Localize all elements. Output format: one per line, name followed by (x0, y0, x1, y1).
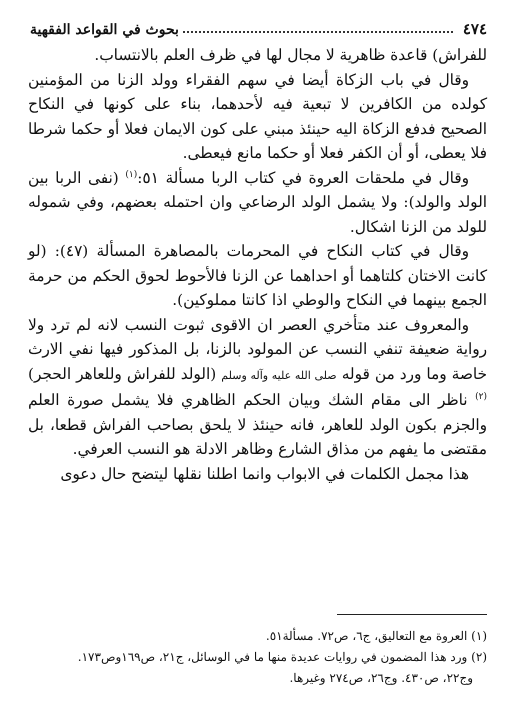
footnote: (١) العروة مع التعاليق، ج٦، ص٧٢. مسألة٥١. (265, 629, 487, 643)
hadith-quote: (الولد للفراش وللعاهر الحجر) (28, 364, 217, 383)
paragraph-text: وقال في ملحقات العروة في كتاب الربا مسألة ٥١: (137, 168, 469, 187)
running-title: بحوث في القواعد الفقهية (30, 22, 179, 38)
header-leader-dots (183, 30, 453, 33)
honorific-glyph: صلى الله عليه وآله وسلم (221, 368, 337, 382)
page-number: ٤٧٤ (462, 20, 487, 38)
paragraph: هذا مجمل الكلمات في الابواب وانما اطلنا نقلها ليتضح حال دعوى (60, 464, 469, 483)
paragraph: وقال في كتاب النكاح في المحرمات بالمصاهرة المسألة (٤٧): (لو كانت الاختان كلتاهما أو احداهما عن الزنا فالأحوط لحوق الحكم من حرمة الجمع بينهما في النكاح والوطي اذا كانتا مملوكين). (28, 242, 487, 309)
paragraph: وقال في باب الزكاة أيضا في سهم الفقراء وولد الزنا من المؤمنين كولده من الكافرين لا تبعية فيه لأحدهما، بناء على كونها في النكاح الصحيح فدفع الزكاة اليه حينئذ مبني على كون الايمان فعلا أو حكما شرطا فلا يعطى، أو أن الكفر فعلا أو حكما مانع فيعطى. (28, 70, 487, 162)
paragraph-text: (نفى الربا بين الولد والولد): ولا يشمل الولد الرضاعي وان احتمله بعضهم، وفي شموله للولد من الزنا اشكال. (28, 168, 487, 236)
paragraph-text: والمعروف عند متأخري العصر ان الاقوى ثبوت النسب لانه لم ترد ولا رواية ضعيفة تنفي النسب عن المولود بالزنا، بل المذكور فيها نفي الارث خاصة وما ورد من قوله (28, 315, 487, 383)
main-text (28, 43, 487, 486)
paragraph: للفراش) قاعدة ظاهرية لا مجال لها في ظرف العلم بالانتساب. (94, 46, 487, 64)
footnote-ref: (٢) (475, 391, 487, 402)
footnote-continuation: وج٢٢، ص٤٣٠. وج٢٦، ص٢٧٤ وغيرها. (289, 671, 473, 685)
footnote-ref: (١) (125, 169, 138, 180)
footnotes (28, 626, 487, 689)
footnote-divider (337, 614, 487, 615)
footnote: (٢) ورد هذا المضمون في روايات عديدة منها ما في الوسائل، ج٢١، ص١٦٩وص١٧٣. (77, 650, 487, 664)
page-header (30, 14, 487, 38)
paragraph (28, 313, 487, 462)
paragraph (28, 166, 487, 240)
paragraph-text: ناظر الى مقام الشك وبيان الحكم الظاهري فلا يشمل صورة العلم والجزم بكون الولد للعاهر، فانه حينئذ لا يلحق بصاحب الفراش قطعا، بل مقتضى ما يفهم من مذاق الشارع وظاهر الادلة هو النسب العرفي. (28, 391, 487, 458)
